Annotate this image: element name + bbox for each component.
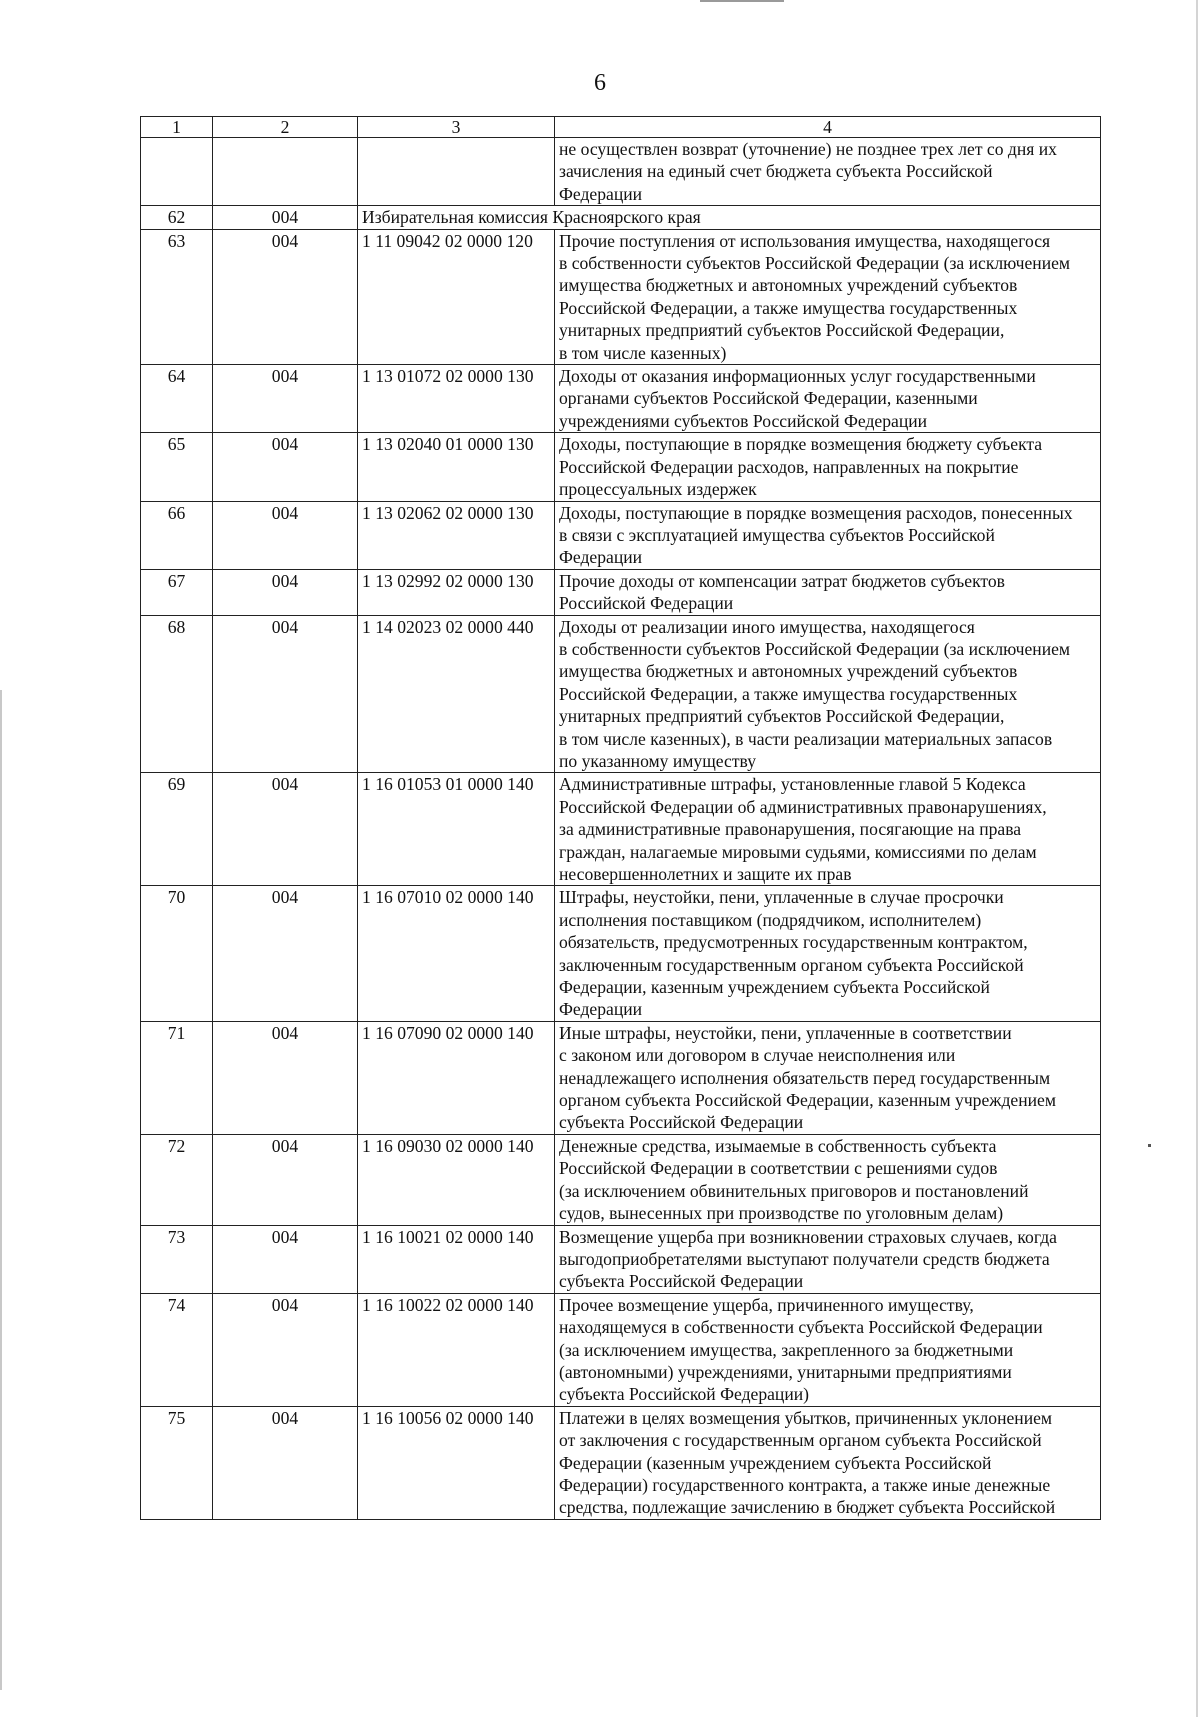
description-line: органами субъектов Российской Федерации, казенными xyxy=(559,388,978,409)
org-name: Избирательная комиссия Красноярского края xyxy=(358,206,1101,229)
table-row xyxy=(141,1021,1101,1134)
continuation-num-cell xyxy=(141,138,213,206)
description-line: Российской Федерации расходов, направленных на покрытие xyxy=(559,456,1019,477)
description-line: органом субъекта Российской Федерации, казенным учреждением xyxy=(559,1090,1056,1111)
row-admin-code: 004 xyxy=(213,773,358,886)
scan-edge-mark-top xyxy=(700,0,784,2)
row-admin-code: 004 xyxy=(213,365,358,433)
row-admin-code: 004 xyxy=(213,1406,358,1519)
description-line: по указанному имуществу xyxy=(559,750,757,771)
row-income-code: 1 16 10022 02 0000 140 xyxy=(358,1293,555,1406)
table-row xyxy=(141,501,1101,569)
description-line: граждан, налагаемые мировыми судьями, комиссиями по делам xyxy=(559,841,1037,862)
description-line: Возмещение ущерба при возникновении страховых случаев, когда xyxy=(559,1226,1057,1247)
continuation-description xyxy=(555,138,1101,206)
description-line: Доходы, поступающие в порядке возмещения расходов, понесенных xyxy=(559,502,1073,523)
description-line: исполнения поставщиком (подрядчиком, исполнителем) xyxy=(559,909,982,930)
description-line: Российской Федерации в соответствии с решениями судов xyxy=(559,1158,998,1179)
table-row xyxy=(141,1293,1101,1406)
scan-edge-mark-right xyxy=(1196,0,1198,1717)
row-num: 70 xyxy=(141,886,213,1021)
row-income-code: 1 16 09030 02 0000 140 xyxy=(358,1134,555,1225)
description-line: Российской Федерации xyxy=(559,593,734,614)
row-income-code: 1 16 10021 02 0000 140 xyxy=(358,1225,555,1293)
description-line: (за исключением обвинительных приговоров и постановлений xyxy=(559,1180,1029,1201)
org-row-admin: 004 xyxy=(213,206,358,229)
row-income-code: 1 11 09042 02 0000 120 xyxy=(358,229,555,364)
description-line: субъекта Российской Федерации) xyxy=(559,1384,810,1405)
row-admin-code: 004 xyxy=(213,1021,358,1134)
description-line: Иные штрафы, неустойки, пени, уплаченные в соответствии xyxy=(559,1022,1012,1043)
table-header-row xyxy=(141,117,1101,138)
description-line: судов, вынесенных при производстве по уголовным делам) xyxy=(559,1203,1004,1224)
row-income-code: 1 13 01072 02 0000 130 xyxy=(358,365,555,433)
row-income-code: 1 14 02023 02 0000 440 xyxy=(358,615,555,773)
row-admin-code: 004 xyxy=(213,615,358,773)
row-income-code: 1 16 01053 01 0000 140 xyxy=(358,773,555,886)
description-line: Административные штрафы, установленные главой 5 Кодекса xyxy=(559,774,1026,795)
table-row xyxy=(141,1225,1101,1293)
row-num: 74 xyxy=(141,1293,213,1406)
description-line: в том числе казенных) xyxy=(559,342,727,363)
scan-edge-mark-left xyxy=(0,690,2,1690)
header-col-2: 2 xyxy=(213,117,358,138)
description-line: Федерации xyxy=(559,547,643,568)
row-admin-code: 004 xyxy=(213,433,358,501)
row-admin-code: 004 xyxy=(213,886,358,1021)
row-description xyxy=(555,615,1101,773)
table-row xyxy=(141,1406,1101,1519)
row-description xyxy=(555,1225,1101,1293)
description-line: Доходы, поступающие в порядке возмещения бюджету субъекта xyxy=(559,434,1043,455)
table-row xyxy=(141,615,1101,773)
table-row xyxy=(141,365,1101,433)
description-line: в собственности субъектов Российской Федерации (за исключением xyxy=(559,638,1071,659)
row-num: 66 xyxy=(141,501,213,569)
description-line: в собственности субъектов Российской Федерации (за исключением xyxy=(559,253,1071,274)
org-row-num: 62 xyxy=(141,206,213,229)
description-line: не осуществлен возврат (уточнение) не позднее трех лет со дня их xyxy=(559,139,1057,159)
header-col-4: 4 xyxy=(555,117,1101,138)
row-admin-code: 004 xyxy=(213,501,358,569)
description-line: Прочие доходы от компенсации затрат бюджетов субъектов xyxy=(559,570,1005,591)
description-line: находящемуся в собственности субъекта Российской Федерации xyxy=(559,1317,1043,1338)
row-description xyxy=(555,1021,1101,1134)
row-description xyxy=(555,501,1101,569)
row-income-code: 1 13 02040 01 0000 130 xyxy=(358,433,555,501)
table-row xyxy=(141,433,1101,501)
description-line: заключенным государственным органом субъекта Российской xyxy=(559,954,1024,975)
description-line: учреждениями субъектов Российской Федерации xyxy=(559,410,928,431)
row-income-code: 1 16 07010 02 0000 140 xyxy=(358,886,555,1021)
row-description xyxy=(555,365,1101,433)
description-line: в связи с эксплуатацией имущества субъектов Российской xyxy=(559,524,995,545)
row-income-code: 1 13 02062 02 0000 130 xyxy=(358,501,555,569)
description-line: имущества бюджетных и автономных учреждений субъектов xyxy=(559,661,1018,682)
description-line: от заключения с государственным органом субъекта Российской xyxy=(559,1430,1042,1451)
row-num: 65 xyxy=(141,433,213,501)
description-line: Российской Федерации, а также имущества государственных xyxy=(559,297,1018,318)
table-row xyxy=(141,229,1101,364)
page-number: 6 xyxy=(594,70,606,96)
description-line: зачисления на единый счет бюджета субъекта Российской xyxy=(559,161,993,182)
continuation-row xyxy=(141,138,1101,206)
table-row xyxy=(141,1134,1101,1225)
row-admin-code: 004 xyxy=(213,1134,358,1225)
description-line: выгодоприобретателями выступают получатели средств бюджета xyxy=(559,1248,1050,1269)
description-line: Прочее возмещение ущерба, причиненного имуществу, xyxy=(559,1294,974,1315)
row-income-code: 1 16 07090 02 0000 140 xyxy=(358,1021,555,1134)
description-line: Денежные средства, изымаемые в собственность субъекта xyxy=(559,1135,997,1156)
row-num: 75 xyxy=(141,1406,213,1519)
description-line: Федерации xyxy=(559,999,643,1020)
description-line: Российской Федерации об административных правонарушениях, xyxy=(559,796,1047,817)
row-num: 67 xyxy=(141,569,213,615)
continuation-admin-cell xyxy=(213,138,358,206)
row-description xyxy=(555,569,1101,615)
continuation-code-cell xyxy=(358,138,555,206)
row-description xyxy=(555,1293,1101,1406)
row-description xyxy=(555,773,1101,886)
description-line: имущества бюджетных и автономных учреждений субъектов xyxy=(559,275,1018,296)
row-description xyxy=(555,1134,1101,1225)
row-num: 68 xyxy=(141,615,213,773)
description-line: Доходы от оказания информационных услуг государственными xyxy=(559,366,1036,387)
org-row xyxy=(141,206,1101,229)
description-line: процессуальных издержек xyxy=(559,479,757,500)
table-row xyxy=(141,569,1101,615)
row-num: 69 xyxy=(141,773,213,886)
description-line: Российской Федерации, а также имущества государственных xyxy=(559,683,1018,704)
row-description xyxy=(555,229,1101,364)
description-line: унитарных предприятий субъектов Российской Федерации, xyxy=(559,706,1005,727)
row-income-code: 1 16 10056 02 0000 140 xyxy=(358,1406,555,1519)
row-description xyxy=(555,886,1101,1021)
description-line: унитарных предприятий субъектов Российской Федерации, xyxy=(559,320,1005,341)
description-line: Прочие поступления от использования имущества, находящегося xyxy=(559,230,1051,251)
description-line: с законом или договором в случае неисполнения или xyxy=(559,1045,956,1066)
description-line: Федерации (казенным учреждением субъекта Российской xyxy=(559,1452,992,1473)
row-num: 73 xyxy=(141,1225,213,1293)
description-line: Штрафы, неустойки, пени, уплаченные в случае просрочки xyxy=(559,887,1004,908)
description-line: Федерации) государственного контракта, а также иные денежные xyxy=(559,1474,1051,1495)
description-line: средства, подлежащие зачислению в бюджет субъекта Российской xyxy=(559,1497,1056,1518)
description-line: Федерации, казенным учреждением субъекта Российской xyxy=(559,977,990,998)
row-income-code: 1 13 02992 02 0000 130 xyxy=(358,569,555,615)
header-col-1: 1 xyxy=(141,117,213,138)
description-line: Платежи в целях возмещения убытков, причиненных уклонением xyxy=(559,1407,1053,1428)
row-admin-code: 004 xyxy=(213,1225,358,1293)
row-num: 72 xyxy=(141,1134,213,1225)
scan-dot xyxy=(1148,1144,1151,1147)
description-line: субъекта Российской Федерации xyxy=(559,1271,804,1292)
row-num: 63 xyxy=(141,229,213,364)
row-admin-code: 004 xyxy=(213,1293,358,1406)
row-num: 64 xyxy=(141,365,213,433)
row-admin-code: 004 xyxy=(213,569,358,615)
row-admin-code: 004 xyxy=(213,229,358,364)
description-line: ненадлежащего исполнения обязательств перед государственным xyxy=(559,1067,1051,1088)
income-codes-table xyxy=(140,116,1101,1520)
table-body xyxy=(141,138,1101,1520)
description-line: (автономными) учреждениями, унитарными предприятиями xyxy=(559,1361,1012,1382)
description-line: несовершеннолетних и защите их прав xyxy=(559,864,852,884)
description-line: (за исключением имущества, закрепленного за бюджетными xyxy=(559,1339,1014,1360)
table-row xyxy=(141,886,1101,1021)
header-col-3: 3 xyxy=(358,117,555,138)
description-line: Федерации xyxy=(559,183,643,204)
description-line: субъекта Российской Федерации xyxy=(559,1112,804,1133)
table-row xyxy=(141,773,1101,886)
row-num: 71 xyxy=(141,1021,213,1134)
description-line: в том числе казенных), в части реализации материальных запасов xyxy=(559,728,1053,749)
description-line: за административные правонарушения, посягающие на права xyxy=(559,819,1022,840)
row-description xyxy=(555,433,1101,501)
description-line: Доходы от реализации иного имущества, находящегося xyxy=(559,616,975,637)
description-line: обязательств, предусмотренных государственным контрактом, xyxy=(559,932,1028,953)
row-description xyxy=(555,1406,1101,1519)
